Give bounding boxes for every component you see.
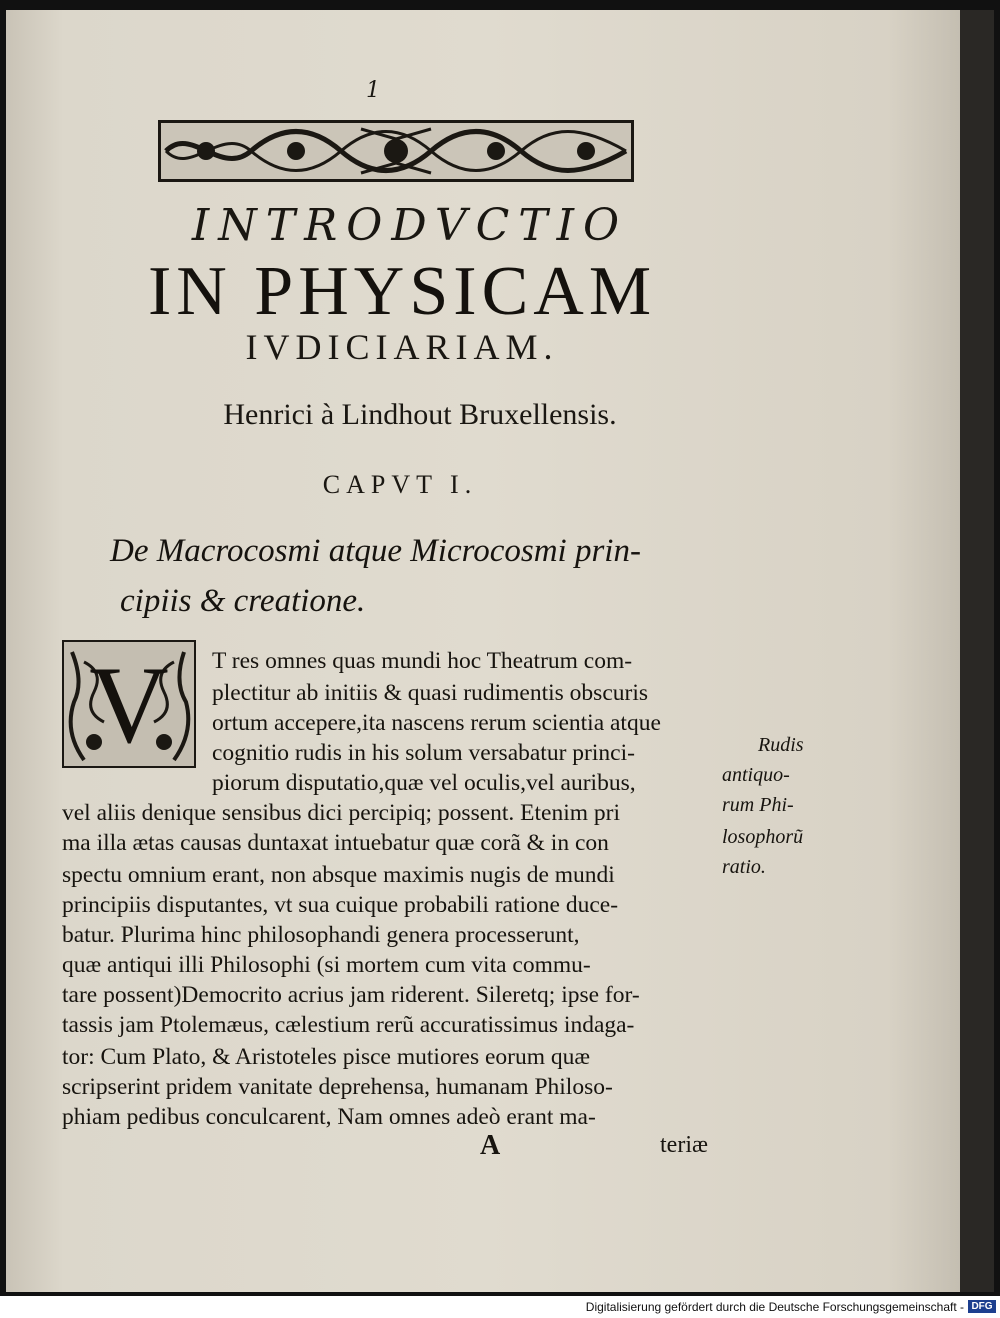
body-line: scripserint pridem vanitate deprehensa, humanam Philoso- — [62, 1074, 613, 1100]
chapter-heading: CAPVT I. — [322, 470, 478, 499]
body-line: quæ antiqui illi Philosophi (si mortem cum vita commu- — [62, 952, 591, 978]
body-line: piorum disputatio,quæ vel oculis,vel auribus, — [212, 770, 636, 796]
subtitle-line-2: cipiis & creatione. — [120, 583, 366, 619]
signature-mark: A — [480, 1130, 501, 1161]
subtitle-line-1: De Macrocosmi atque Microcosmi prin- — [110, 533, 641, 569]
body-line: ma illa ætas causas duntaxat intuebatur quæ corã & in con — [62, 830, 609, 856]
body-line: tare possent)Democrito acrius jam riderent. Sileretq; ipse for- — [62, 982, 640, 1008]
dfg-logo[interactable]: DFG — [968, 1300, 996, 1313]
body-line: tor: Cum Plato, & Aristoteles pisce mutiores eorum quæ — [62, 1044, 591, 1070]
title-line-3: IVDICIARIAM. — [245, 327, 559, 367]
page-number: 1 — [366, 78, 380, 103]
marginal-note-line: losophorũ — [722, 826, 804, 848]
body-line: spectu omnium erant, non absque maximis nugis de mundi — [62, 862, 615, 888]
decorated-initial — [62, 640, 196, 768]
body-line: batur. Plurima hinc philosophandi genera processerunt, — [62, 922, 580, 948]
body-line: phiam pedibus conculcarent, Nam omnes adeò erant ma- — [62, 1104, 596, 1130]
body-line: tassis jam Ptolemæus, cælestium rerũ accuratissimus indaga- — [62, 1012, 635, 1038]
body-line: T res omnes quas mundi hoc Theatrum com- — [212, 648, 633, 674]
marginal-note-line: ratio. — [722, 856, 766, 878]
chapter-subtitle — [110, 526, 720, 626]
marginal-note-line: antiquo- — [722, 764, 790, 786]
title-line-2: IN PHYSICAM — [147, 253, 657, 330]
scan-edge — [960, 10, 994, 1292]
marginal-note-line: rum Phi- — [722, 794, 794, 816]
body-line: cognitio rudis in his solum versabatur princi- — [212, 740, 635, 766]
footer-bar — [0, 1296, 1000, 1318]
body-line: principiis disputantes, vt sua cuique probabili ratione duce- — [62, 892, 619, 918]
body-line: plectitur ab initiis & quasi rudimentis obscuris — [212, 680, 649, 706]
catchword: teriæ — [660, 1132, 708, 1158]
funding-credit: Digitalisierung gefördert durch die Deutsche Forschungsgemeinschaft - — [585, 1300, 964, 1314]
body-line: vel aliis denique sensibus dici percipiq; possent. Etenim pri — [62, 800, 621, 826]
title-line-1: INTRODVCTIO — [191, 200, 629, 251]
author-line: Henrici à Lindhout Bruxellensis. — [223, 398, 617, 431]
initial-letter: V — [89, 644, 169, 766]
body-line: ortum accepere,ita nascens rerum scientia atque — [212, 710, 661, 736]
ornamental-headpiece — [158, 120, 634, 182]
marginal-note-line: Rudis — [758, 734, 804, 756]
